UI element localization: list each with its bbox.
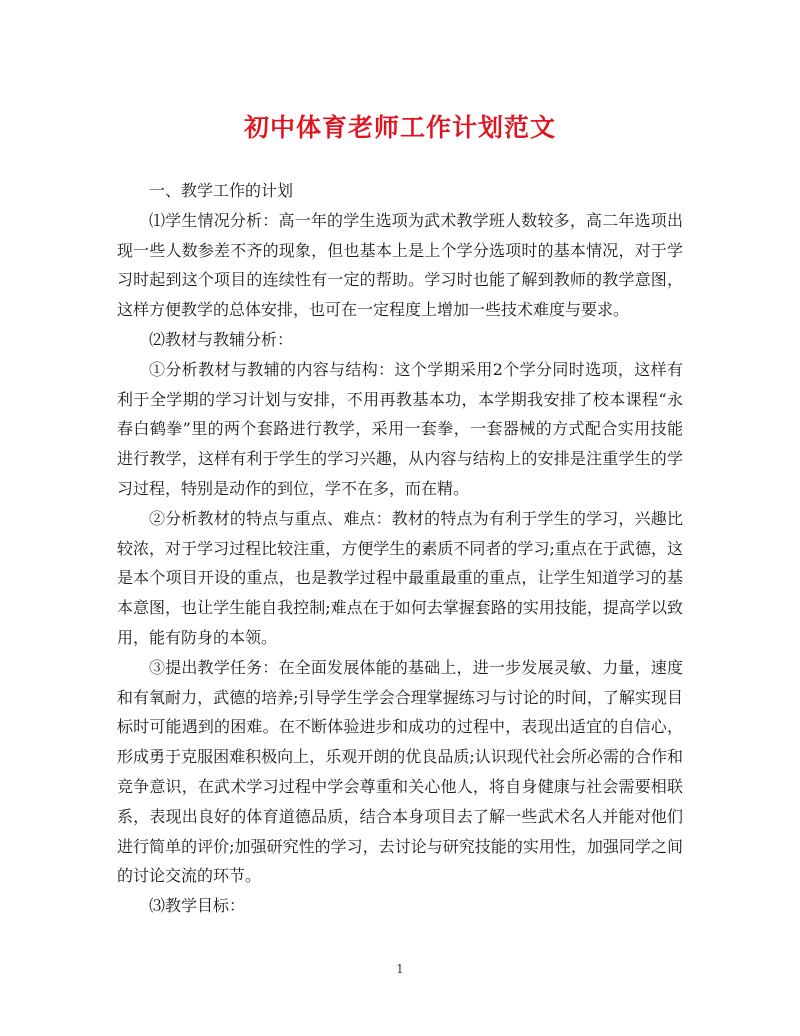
- paragraph-teaching-tasks: ③提出教学任务：在全面发展体能的基础上，进一步发展灵敏、力量，速度和有氧耐力，武德的培养;引导学生学会合理掌握练习与讨论的时间，了解实现目标时可能遇到的困难。在不断体验进步和成功的过程中，表现出适宜的自信心，形成勇于克服困难积极向上，乐观开朗的优良品质;认识现代社会所必需的合作和竞争意识，在武术学习过程中学会尊重和关心他人，将自身健康与社会需要相联系，表现出良好的体育道德品质，结合本身项目去了解一些武术名人并能对他们进行简单的评价;加强研究性的学习，去讨论与研究技能的实用性，加强同学之间的讨论交流的环节。: [117, 657, 683, 886]
- document-title: 初中体育老师工作计划范文: [243, 113, 556, 142]
- paragraph-materials-structure: ①分析教材与教辅的内容与结构：这个学期采用2个学分同时选项，这样有利于全学期的学习计划与安排，不用再教基本功，本学期我安排了校本课程“永春白鹤拳”里的两个套路进行教学，采用一套拳，一套器械的方式配合实用技能进行教学，这样有利于学生的学习兴趣，从内容与结构上的安排是注重学生的学习过程，特别是动作的到位，学不在多，而在精。: [117, 359, 683, 498]
- section-heading: 一、教学工作的计划: [149, 181, 294, 200]
- document-body: [117, 176, 683, 921]
- paragraph-materials-heading: ⑵教材与教辅分析：: [149, 329, 294, 349]
- page-number: 1: [396, 962, 404, 976]
- paragraph-student-analysis: ⑴学生情况分析：高一年的学生选项为武术教学班人数较多，高二年选项出现一些人数参差不齐的现象，但也基本上是上个学分选项时的基本情况，对于学习时起到这个项目的连续性有一定的帮助。学习时也能了解到教师的教学意图，这样方便教学的总体安排，也可在一定程度上增加一些技术难度与要求。: [117, 210, 683, 320]
- paragraph-materials-focus: ②分析教材的特点与重点、难点：教材的特点为有利于学生的学习，兴趣比较浓，对于学习过程比较注重，方便学生的素质不同者的学习;重点在于武德，这是本个项目开设的重点，也是教学过程中最重最重的重点，让学生知道学习的基本意图，也让学生能自我控制;难点在于如何去掌握套路的实用技能，提高学以致用，能有防身的本领。: [117, 508, 683, 647]
- paragraph-teaching-goals: ⑶教学目标：: [149, 896, 246, 916]
